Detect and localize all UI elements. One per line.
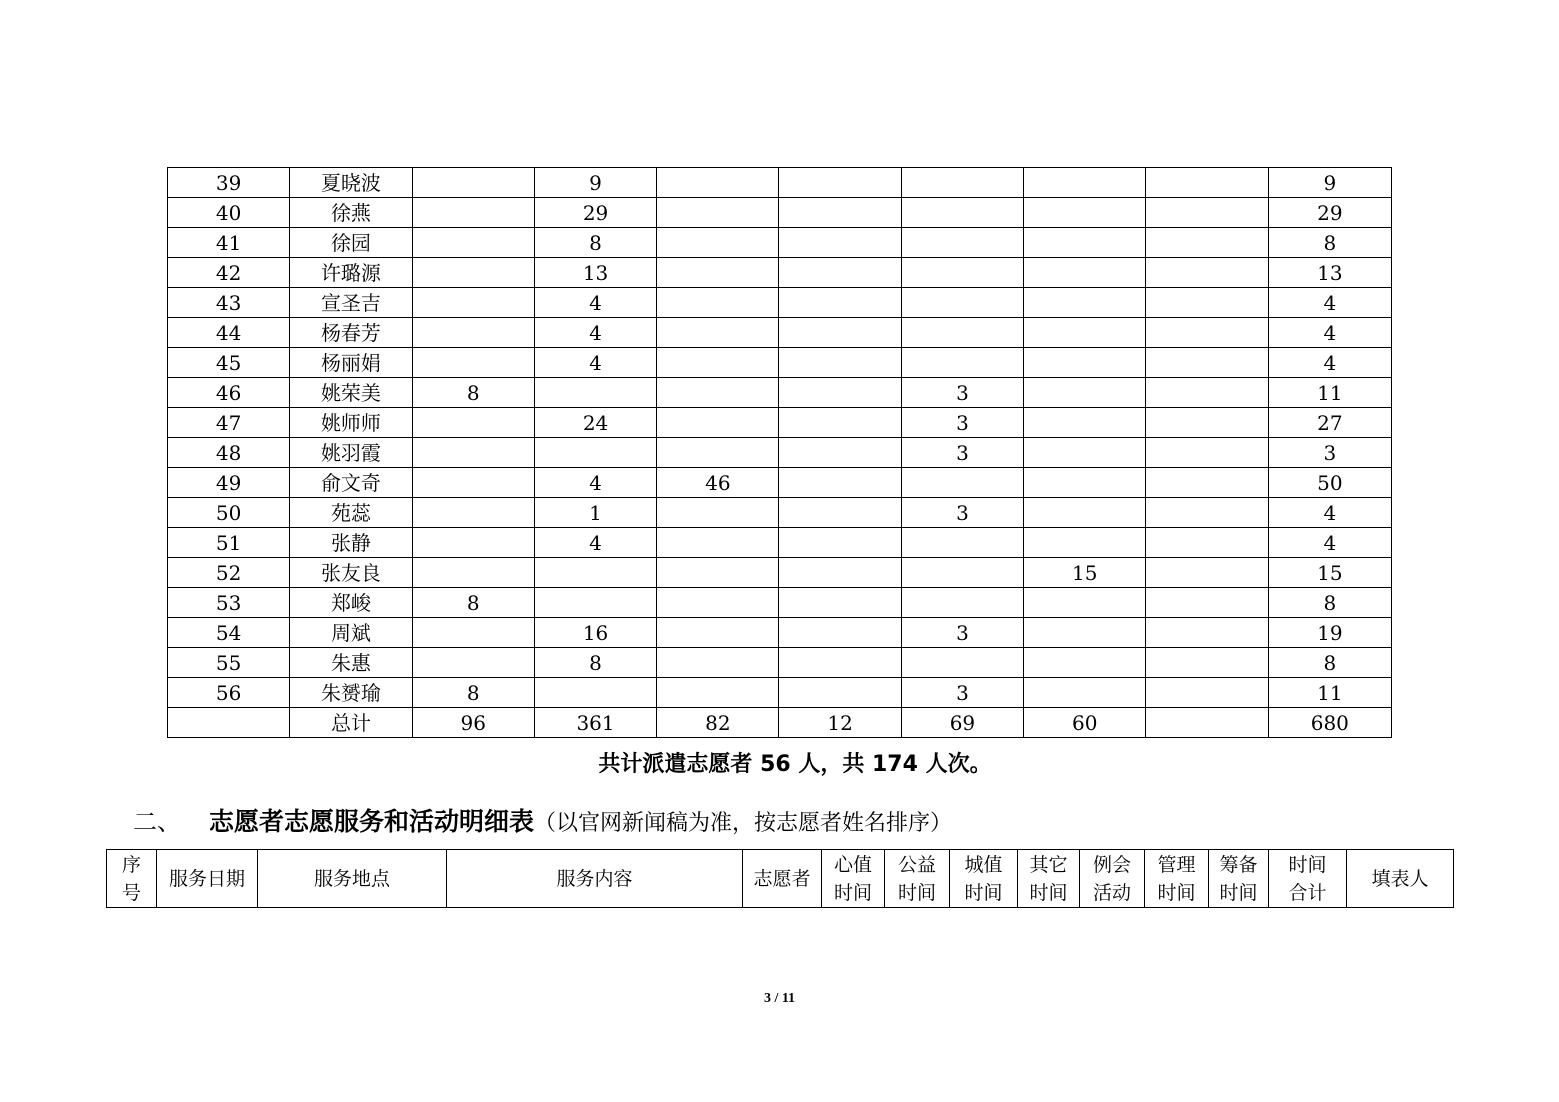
table-cell [779,258,901,288]
table-cell [1024,198,1146,228]
column-header-text: 时间 [964,881,1003,904]
table-cell [1146,318,1268,348]
table-cell: 1 [534,498,656,528]
column-header-text: 时间 [897,881,936,904]
table-cell: 郑峻 [290,588,412,618]
table-cell: 49 [168,468,290,498]
table-cell [1146,198,1268,228]
table-cell: 55 [168,648,290,678]
table-cell [534,438,656,468]
column-header [1347,850,1454,908]
column-header-text: 管理 [1157,853,1196,876]
table-cell [1024,288,1146,318]
table-cell [412,198,534,228]
table-row [168,168,1392,198]
table-cell [657,678,779,708]
table-cell [1146,438,1268,468]
column-header-text: 志愿者 [753,867,811,890]
table-cell [901,528,1023,558]
table-cell: 8 [412,378,534,408]
table-cell [412,168,534,198]
table-cell [779,438,901,468]
table-cell [1024,618,1146,648]
table-cell: 15 [1268,558,1391,588]
table-cell: 11 [1268,678,1391,708]
table-cell [657,558,779,588]
table-cell: 朱惠 [290,648,412,678]
column-header [1145,850,1209,908]
table-cell: 杨丽娟 [290,348,412,378]
table-cell [168,708,290,738]
section-title: 志愿者志愿服务和活动明细表 [209,807,535,836]
column-header-text: 筹备 [1219,853,1258,876]
table-cell [534,378,656,408]
table-cell: 69 [901,708,1023,738]
table-cell [779,408,901,438]
table-cell: 4 [534,528,656,558]
table-cell [412,468,534,498]
table-cell [901,228,1023,258]
section-note: （以官网新闻稿为准，按志愿者姓名排序） [534,811,953,836]
table-cell: 42 [168,258,290,288]
table-cell [1024,498,1146,528]
table-cell: 俞文奇 [290,468,412,498]
volunteer-hours-table [167,167,1392,738]
table-cell: 4 [1268,348,1391,378]
table-row [168,288,1392,318]
table-cell [1146,408,1268,438]
table-cell [1146,588,1268,618]
column-header [1209,850,1269,908]
column-header-text: 合计 [1288,881,1327,904]
table-cell [1146,288,1268,318]
column-header-text: 心值 [833,853,872,876]
column-header [107,850,157,908]
table-cell: 53 [168,588,290,618]
table-cell [534,558,656,588]
table-cell: 徐园 [290,228,412,258]
table-cell [657,378,779,408]
table-cell: 46 [168,378,290,408]
table-cell [1024,168,1146,198]
table-cell: 361 [534,708,656,738]
table-cell [901,288,1023,318]
table-cell [779,558,901,588]
table-cell [779,678,901,708]
table-cell: 13 [534,258,656,288]
table-cell: 8 [1268,648,1391,678]
table-cell [779,198,901,228]
table-cell: 13 [1268,258,1391,288]
table-cell: 82 [657,708,779,738]
table-cell: 19 [1268,618,1391,648]
table-cell: 8 [1268,588,1391,618]
table-cell: 27 [1268,408,1391,438]
table-cell [901,168,1023,198]
detail-header-row [107,850,1454,908]
table-cell [1146,378,1268,408]
table-cell [1024,258,1146,288]
table-cell: 姚荣美 [290,378,412,408]
table-cell [1024,588,1146,618]
table-cell: 徐燕 [290,198,412,228]
table-cell [1024,318,1146,348]
table-cell [657,498,779,528]
table-cell [1146,618,1268,648]
table-cell [657,528,779,558]
column-header-text: 填表人 [1371,867,1429,890]
column-header [950,850,1018,908]
table-cell [779,648,901,678]
column-header-text: 服务日期 [168,867,245,890]
table-cell: 12 [779,708,901,738]
table-cell [901,468,1023,498]
table-cell [412,558,534,588]
column-header-text: 服务内容 [556,867,633,890]
table-cell: 4 [1268,528,1391,558]
table-cell: 60 [1024,708,1146,738]
service-detail-table [106,849,1454,908]
table-cell: 9 [534,168,656,198]
table-cell [1146,708,1268,738]
table-cell [657,408,779,438]
column-header-text: 城值 [964,853,1003,876]
column-header-text: 时间 [1029,881,1068,904]
table-cell: 40 [168,198,290,228]
table-cell [657,648,779,678]
column-header [1080,850,1145,908]
column-header [258,850,447,908]
table-cell [412,498,534,528]
table-cell [657,288,779,318]
table-cell: 4 [1268,318,1391,348]
table-cell: 4 [534,318,656,348]
table-cell [412,618,534,648]
table-cell: 苑蕊 [290,498,412,528]
column-header [157,850,258,908]
table-cell: 52 [168,558,290,588]
table-cell: 4 [534,288,656,318]
table-cell [779,618,901,648]
table-cell [1146,168,1268,198]
table-cell: 50 [168,498,290,528]
table-cell: 张静 [290,528,412,558]
column-header-text: 其它 [1029,853,1068,876]
table-cell [1146,228,1268,258]
section-heading [133,802,952,838]
table-cell [901,258,1023,288]
column-header-text: 时间 [833,881,872,904]
table-cell: 宣圣吉 [290,288,412,318]
table-row [168,618,1392,648]
table-cell [901,198,1023,228]
table-cell: 朱赟瑜 [290,678,412,708]
table-cell: 张友良 [290,558,412,588]
column-header-text: 服务地点 [313,867,390,890]
table-cell: 4 [534,468,656,498]
table-row [168,378,1392,408]
table-cell [779,288,901,318]
table-cell: 11 [1268,378,1391,408]
table-cell [1024,678,1146,708]
table-cell: 43 [168,288,290,318]
table-cell: 41 [168,228,290,258]
page-number: 3 / 11 [763,991,796,1006]
table-cell: 51 [168,528,290,558]
table-cell: 56 [168,678,290,708]
table-cell: 夏晓波 [290,168,412,198]
section-number: 二、 [133,808,181,836]
table-cell [779,468,901,498]
table-cell [657,258,779,288]
table-cell [657,318,779,348]
table-cell [1024,228,1146,258]
table-cell: 45 [168,348,290,378]
table-row [168,438,1392,468]
table-cell: 4 [1268,288,1391,318]
table-cell: 总计 [290,708,412,738]
table-cell [1146,258,1268,288]
table-cell [1146,348,1268,378]
table-cell: 3 [901,678,1023,708]
table-cell: 姚羽霞 [290,438,412,468]
table-cell [779,318,901,348]
column-header-text: 公益 [897,853,936,876]
table-cell [901,348,1023,378]
table-cell [901,588,1023,618]
table-row [168,258,1392,288]
table-cell [901,648,1023,678]
total-row [168,708,1392,738]
table-cell [1146,498,1268,528]
table-cell [1024,528,1146,558]
table-cell: 44 [168,318,290,348]
table-cell [779,498,901,528]
table-cell [412,438,534,468]
table-cell: 3 [901,498,1023,528]
column-header-text: 时间 [1288,853,1327,876]
table-cell [1146,648,1268,678]
column-header-text: 活动 [1092,881,1131,904]
table-cell [779,168,901,198]
table-cell: 680 [1268,708,1391,738]
table-cell [412,228,534,258]
table-cell: 8 [534,228,656,258]
table-cell [412,348,534,378]
table-cell [657,618,779,648]
table-row [168,468,1392,498]
table-cell [1146,528,1268,558]
table-cell [657,438,779,468]
table-cell [534,588,656,618]
table-cell [1024,468,1146,498]
table-cell [534,678,656,708]
table-cell: 9 [1268,168,1391,198]
table-cell: 8 [534,648,656,678]
table-cell [657,348,779,378]
table-cell [779,228,901,258]
table-cell [412,258,534,288]
table-cell: 3 [901,438,1023,468]
table-cell: 8 [1268,228,1391,258]
table-row [168,318,1392,348]
volunteer-summary: 共计派遣志愿者 56 人，共 174 人次。 [598,752,992,777]
table-cell: 3 [901,408,1023,438]
table-cell [1024,408,1146,438]
table-cell: 29 [1268,198,1391,228]
table-row [168,348,1392,378]
table-cell [657,198,779,228]
column-header-text: 时间 [1219,881,1258,904]
table-cell [779,378,901,408]
table-cell [779,588,901,618]
table-cell [412,408,534,438]
table-cell [657,228,779,258]
table-cell: 16 [534,618,656,648]
column-header-text: 号 [121,881,141,904]
table-cell: 47 [168,408,290,438]
table-cell [1146,558,1268,588]
column-header [1269,850,1347,908]
table-cell [779,528,901,558]
table-cell: 4 [534,348,656,378]
table-cell: 46 [657,468,779,498]
table-cell: 3 [1268,438,1391,468]
table-cell [1024,348,1146,378]
table-cell: 39 [168,168,290,198]
table-cell: 8 [412,678,534,708]
table-cell: 96 [412,708,534,738]
table-cell [412,648,534,678]
table-cell: 54 [168,618,290,648]
table-cell [657,588,779,618]
table-row [168,588,1392,618]
table-cell: 姚师师 [290,408,412,438]
table-cell: 3 [901,378,1023,408]
table-row [168,228,1392,258]
table-row [168,678,1392,708]
table-cell: 50 [1268,468,1391,498]
table-cell [1146,678,1268,708]
column-header [743,850,822,908]
table-cell [1024,648,1146,678]
table-cell [901,558,1023,588]
table-row [168,198,1392,228]
column-header [1018,850,1080,908]
table-cell [412,528,534,558]
table-cell [779,348,901,378]
table-cell [1146,468,1268,498]
column-header [822,850,885,908]
table-row [168,648,1392,678]
table-cell: 15 [1024,558,1146,588]
column-header-text: 例会 [1092,853,1131,876]
table-cell [657,168,779,198]
table-row [168,558,1392,588]
table-cell: 4 [1268,498,1391,528]
column-header-text: 序 [121,853,141,876]
table-row [168,528,1392,558]
table-cell: 周斌 [290,618,412,648]
table-cell: 24 [534,408,656,438]
table-row [168,498,1392,528]
table-cell: 杨春芳 [290,318,412,348]
table-cell: 3 [901,618,1023,648]
column-header-text: 时间 [1157,881,1196,904]
table-cell: 8 [412,588,534,618]
table-cell [901,318,1023,348]
table-cell: 48 [168,438,290,468]
column-header [447,850,743,908]
table-cell [412,288,534,318]
table-cell: 许璐源 [290,258,412,288]
column-header [885,850,950,908]
table-cell [1024,438,1146,468]
table-cell: 29 [534,198,656,228]
table-cell [412,318,534,348]
table-cell [1024,378,1146,408]
table-row [168,408,1392,438]
